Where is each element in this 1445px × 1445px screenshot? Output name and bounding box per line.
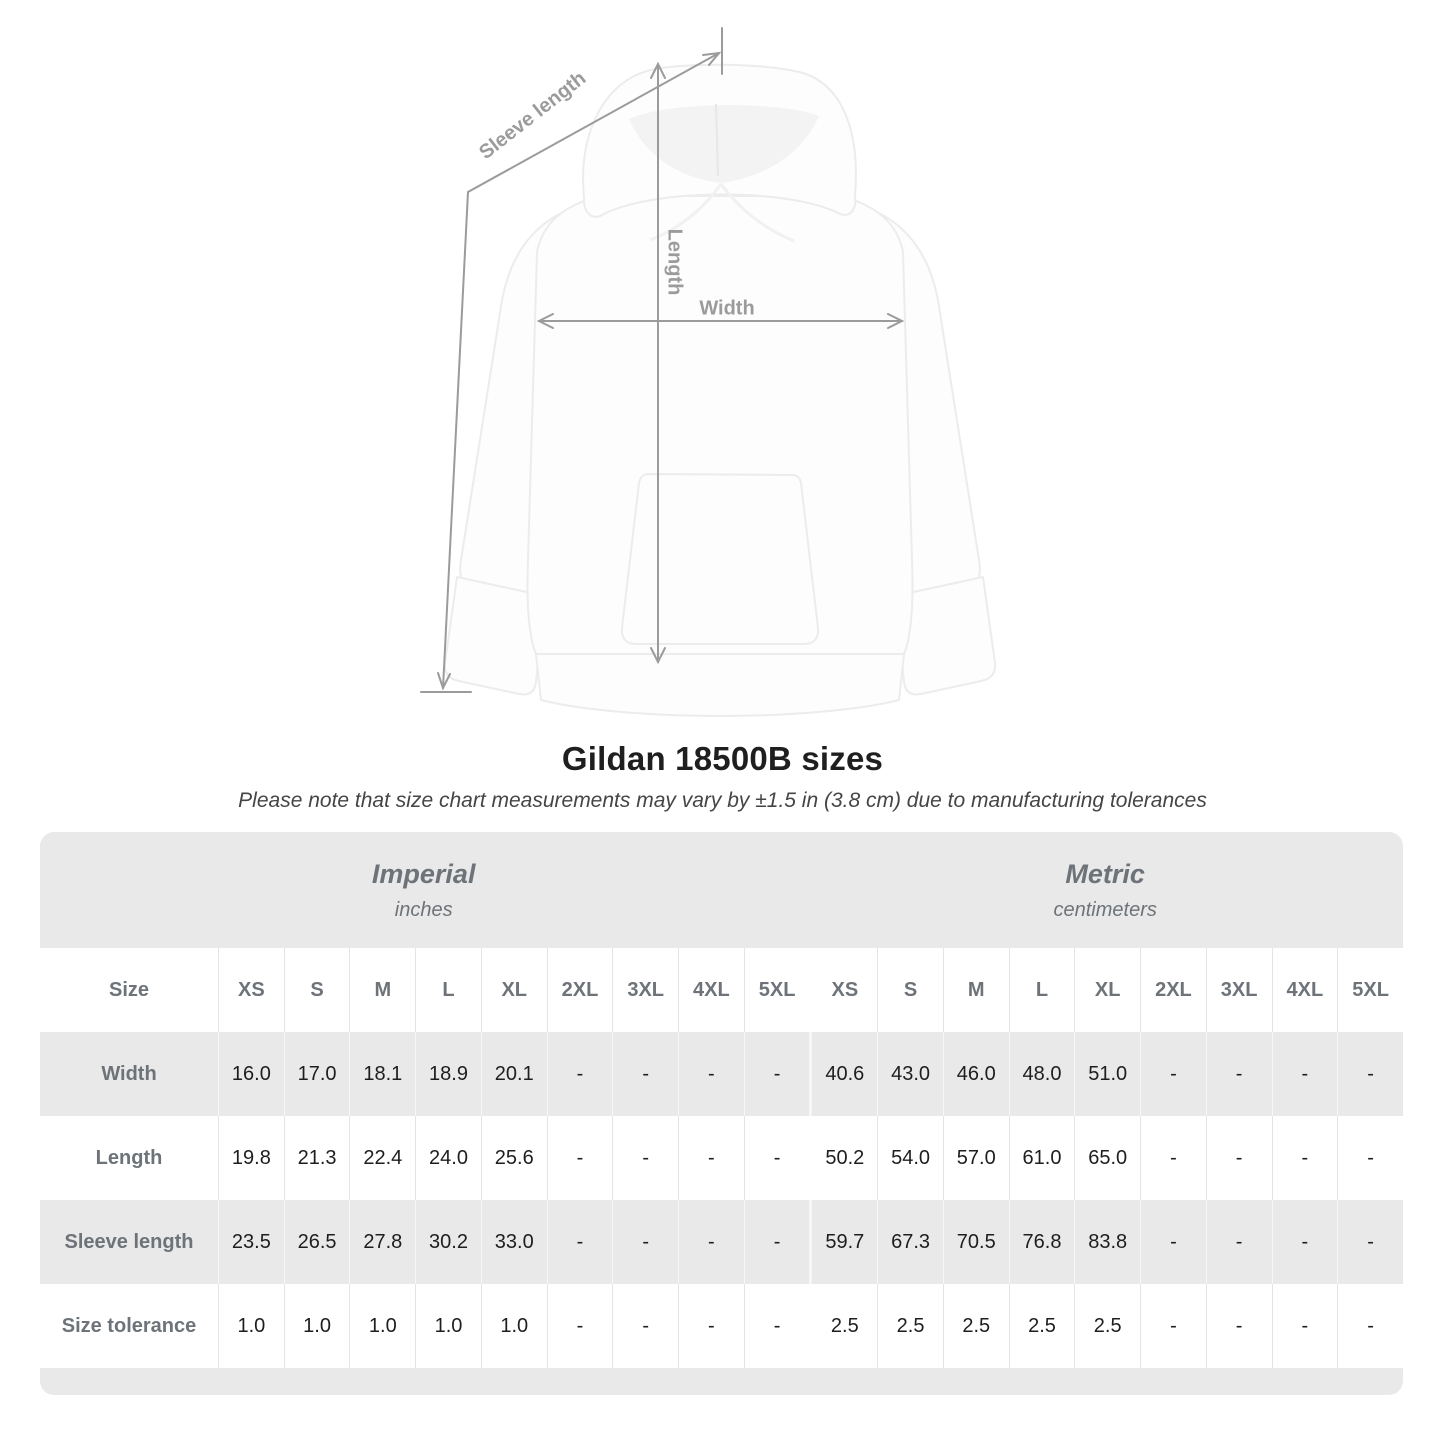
table-cell: 5XL — [744, 948, 810, 1032]
tolerance-note: Please note that size chart measurements may vary by ±1.5 in (3.8 cm) due to manufacturing tolerances — [238, 789, 1207, 812]
table-cell: S — [877, 948, 943, 1032]
table-cell: 2XL — [1140, 948, 1206, 1032]
size-table — [40, 832, 1403, 1395]
table-cell: - — [547, 1200, 613, 1284]
table-cell: L — [1009, 948, 1075, 1032]
page-title: Gildan 18500B sizes — [561, 740, 884, 777]
table-cell: 27.8 — [349, 1200, 415, 1284]
imperial-subtitle: inches — [394, 898, 453, 921]
table-cell: 2.5 — [1009, 1284, 1075, 1368]
table-cell: 4XL — [678, 948, 744, 1032]
sleeve-arrowhead-top — [703, 53, 719, 65]
imperial-section-header — [40, 832, 807, 948]
table-cell: - — [744, 1200, 810, 1284]
sleeve-length-label: Sleeve length — [475, 67, 591, 164]
data-row-length — [40, 1116, 1403, 1200]
table-cell: - — [612, 1116, 678, 1200]
table-cell: - — [1337, 1116, 1403, 1200]
table-cell: - — [1272, 1032, 1338, 1116]
table-cell: 25.6 — [481, 1116, 547, 1200]
table-cell: 3XL — [612, 948, 678, 1032]
table-cell: 57.0 — [943, 1116, 1009, 1200]
table-cell: 1.0 — [481, 1284, 547, 1368]
table-cell: - — [744, 1032, 810, 1116]
data-row-size-tolerance-label: Size tolerance — [61, 1314, 197, 1337]
table-cell: 1.0 — [218, 1284, 284, 1368]
table-cell: - — [678, 1116, 744, 1200]
table-cell: 30.2 — [415, 1200, 481, 1284]
table-cell: 48.0 — [1009, 1032, 1075, 1116]
table-cell: 18.9 — [415, 1032, 481, 1116]
metric-section-header — [807, 832, 1403, 948]
table-footer-band — [40, 1368, 1403, 1395]
table-cell: 4XL — [1272, 948, 1338, 1032]
table-cell: 67.3 — [877, 1200, 943, 1284]
table-cell: 61.0 — [1009, 1116, 1075, 1200]
table-cell: 2.5 — [877, 1284, 943, 1368]
table-cell: M — [349, 948, 415, 1032]
table-cell: - — [1272, 1116, 1338, 1200]
table-cell: 23.5 — [218, 1200, 284, 1284]
table-cell: 19.8 — [218, 1116, 284, 1200]
table-cell: - — [1206, 1200, 1272, 1284]
table-cell: 76.8 — [1009, 1200, 1075, 1284]
table-cell: - — [1272, 1200, 1338, 1284]
table-cell: - — [547, 1116, 613, 1200]
table-cell: - — [612, 1032, 678, 1116]
table-cell: - — [1206, 1116, 1272, 1200]
table-cell: 17.0 — [284, 1032, 350, 1116]
data-row-width — [40, 1032, 1403, 1116]
table-cell: 65.0 — [1074, 1116, 1140, 1200]
data-row-length-label: Length — [95, 1146, 163, 1169]
metric-title: Metric — [1065, 858, 1145, 889]
table-cell: L — [415, 948, 481, 1032]
table-cell: XS — [218, 948, 284, 1032]
table-cell: 43.0 — [877, 1032, 943, 1116]
table-cell: 21.3 — [284, 1116, 350, 1200]
table-cell: 22.4 — [349, 1116, 415, 1200]
table-cell: 50.2 — [809, 1116, 877, 1200]
table-cell: 18.1 — [349, 1032, 415, 1116]
table-cell: - — [1140, 1284, 1206, 1368]
table-cell: 40.6 — [809, 1032, 877, 1116]
metric-subtitle: centimeters — [1053, 898, 1157, 921]
table-cell: - — [678, 1284, 744, 1368]
table-rows — [40, 948, 1403, 1368]
table-cell: 59.7 — [809, 1200, 877, 1284]
data-row-sleeve-length-label: Sleeve length — [64, 1230, 194, 1253]
table-cell: 1.0 — [415, 1284, 481, 1368]
table-cell: - — [547, 1284, 613, 1368]
table-cell: - — [1140, 1200, 1206, 1284]
table-cell: - — [678, 1032, 744, 1116]
table-cell: 5XL — [1337, 948, 1403, 1032]
width-label: Width — [699, 297, 755, 320]
table-cell: 54.0 — [877, 1116, 943, 1200]
data-row-size-tolerance — [40, 1284, 1403, 1368]
table-cell: 16.0 — [218, 1032, 284, 1116]
table-cell: - — [744, 1284, 810, 1368]
table-cell: - — [1337, 1200, 1403, 1284]
table-cell: 1.0 — [349, 1284, 415, 1368]
table-cell: 2.5 — [809, 1284, 877, 1368]
table-cell: - — [612, 1200, 678, 1284]
table-cell: 26.5 — [284, 1200, 350, 1284]
table-cell: 70.5 — [943, 1200, 1009, 1284]
table-cell: - — [1140, 1032, 1206, 1116]
table-cell: - — [1272, 1284, 1338, 1368]
table-cell: - — [547, 1032, 613, 1116]
table-cell: XL — [481, 948, 547, 1032]
table-cell: - — [612, 1284, 678, 1368]
table-cell: - — [1206, 1284, 1272, 1368]
length-label: Length — [663, 228, 686, 296]
table-cell: XL — [1074, 948, 1140, 1032]
table-cell: 2.5 — [943, 1284, 1009, 1368]
table-cell: - — [1337, 1032, 1403, 1116]
table-cell: 20.1 — [481, 1032, 547, 1116]
table-cell: 3XL — [1206, 948, 1272, 1032]
table-cell: 33.0 — [481, 1200, 547, 1284]
table-cell: 2XL — [547, 948, 613, 1032]
table-cell: - — [1140, 1116, 1206, 1200]
table-cell: XS — [809, 948, 877, 1032]
table-cell: 1.0 — [284, 1284, 350, 1368]
table-header-band — [40, 832, 1403, 948]
table-cell: - — [678, 1200, 744, 1284]
table-cell: 24.0 — [415, 1116, 481, 1200]
table-cell: 51.0 — [1074, 1032, 1140, 1116]
table-cell: 46.0 — [943, 1032, 1009, 1116]
size-header-row — [40, 948, 1403, 1032]
data-row-sleeve-length — [40, 1200, 1403, 1284]
table-cell: - — [744, 1116, 810, 1200]
table-cell: 2.5 — [1074, 1284, 1140, 1368]
table-cell: - — [1337, 1284, 1403, 1368]
size-header-row-label: Size — [108, 978, 150, 1001]
table-cell: M — [943, 948, 1009, 1032]
table-cell: 83.8 — [1074, 1200, 1140, 1284]
table-cell: S — [284, 948, 350, 1032]
data-row-width-label: Width — [101, 1062, 157, 1085]
imperial-title: Imperial — [371, 858, 476, 889]
table-cell: - — [1206, 1032, 1272, 1116]
